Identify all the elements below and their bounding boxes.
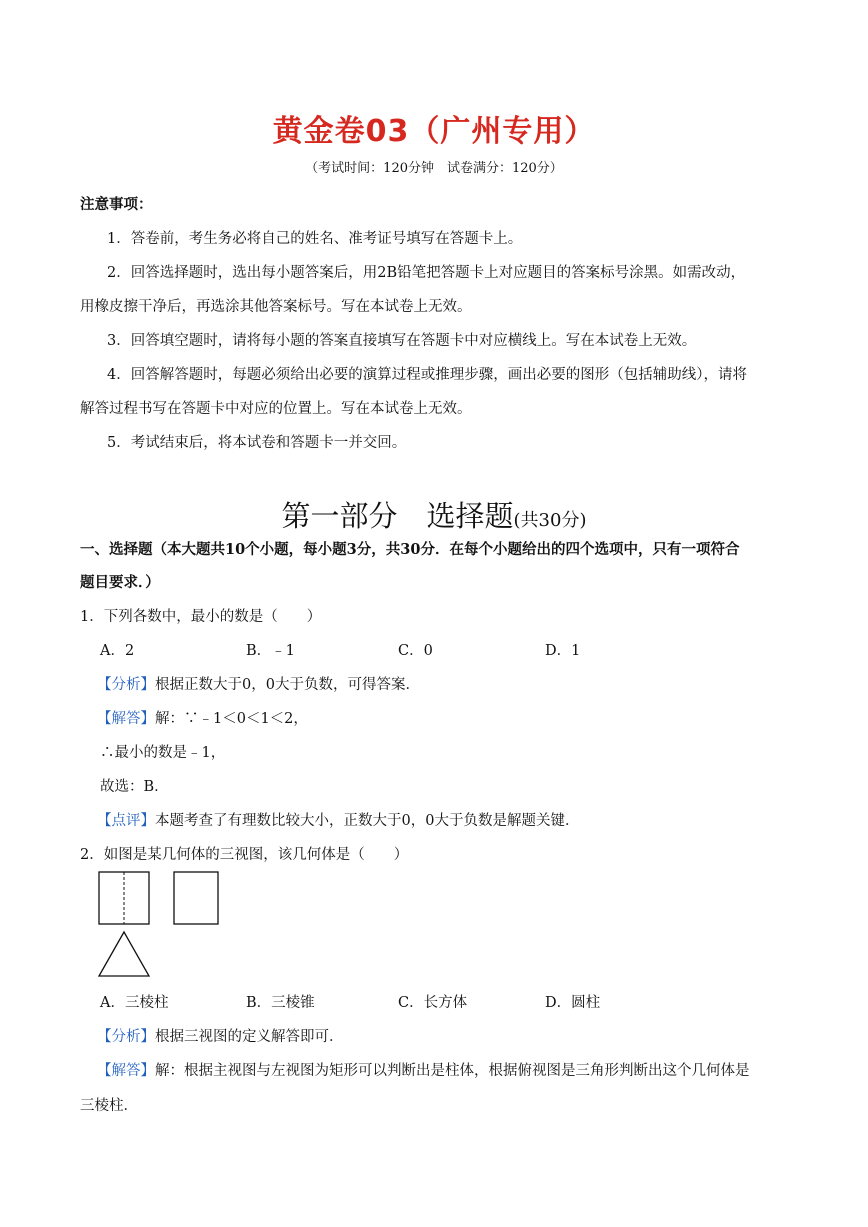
analysis-tag: 【分析】 xyxy=(97,1029,155,1045)
q2-option-b: B．三棱锥 xyxy=(246,995,315,1011)
analysis-tag: 【分析】 xyxy=(97,677,155,693)
three-view-figure xyxy=(96,868,226,980)
comment-tag: 【点评】 xyxy=(97,813,155,829)
q2-analysis xyxy=(97,1025,344,1046)
notice-item-4: 4．回答解答题时，每题必须给出必要的演算过程或推理步骤，画出必要的图形（包括辅助线），请将 xyxy=(107,367,747,383)
analysis-text: 根据正数大于0，0大于负数，可得答案． xyxy=(155,677,420,693)
q2-option-a: A．三棱柱 xyxy=(100,995,169,1011)
comment-text: 本题考查了有理数比较大小，正数大于0，0大于负数是解题关键． xyxy=(155,813,580,829)
q1-solution-line3: 故选：B． xyxy=(100,779,169,795)
side-view-rect xyxy=(174,872,218,924)
notice-item-1: 1．答卷前，考生务必将自己的姓名、准考证号填写在答题卡上。 xyxy=(107,231,523,247)
notice-heading: 注意事项： xyxy=(80,196,153,213)
q1-option-d: D．1 xyxy=(545,643,581,659)
solution-text: 解：根据主视图与左视图为矩形可以判断出是柱体，根据俯视图是三角形判断出这个几何体是 xyxy=(155,1063,750,1079)
solution-text: 解：∵﹣1＜0＜1＜2， xyxy=(155,711,308,727)
page-title: 黄金卷03（广州专用） xyxy=(272,114,596,149)
notice-item-2: 2．回答选择题时，选出每小题答案后，用2B铅笔把答题卡上对应题目的答案标号涂黑。如需改动， xyxy=(107,265,746,281)
notice-item-5: 5．考试结束后，将本试卷和答题卡一并交回。 xyxy=(107,435,407,451)
q1-option-a: A．2 xyxy=(100,643,135,659)
section-title xyxy=(0,494,868,535)
q1-solution-line2: ∴最小的数是﹣1， xyxy=(100,745,226,761)
section-instruction: 一、选择题（本大题共10个小题，每小题3分，共30分．在每个小题给出的四个选项中，只有一项符合 xyxy=(80,541,740,558)
q1-stem: 1．下列各数中，最小的数是（ ） xyxy=(80,609,322,625)
analysis-text: 根据三视图的定义解答即可． xyxy=(155,1029,344,1045)
q2-solution xyxy=(97,1059,750,1080)
solution-tag: 【解答】 xyxy=(97,1063,155,1079)
q1-option-c: C．0 xyxy=(398,643,433,659)
q1-analysis xyxy=(97,673,420,694)
notice-item-4-cont: 解答过程书写在答题卡中对应的位置上。写在本试卷上无效。 xyxy=(80,401,472,417)
notice-item-2-cont: 用橡皮擦干净后，再选涂其他答案标号。写在本试卷上无效。 xyxy=(80,299,472,315)
q2-stem: 2．如图是某几何体的三视图，该几何体是（ ） xyxy=(80,847,409,863)
exam-info: （考试时间：120分钟 试卷满分：120分） xyxy=(305,161,563,176)
section-instruction-cont: 题目要求．） xyxy=(80,574,160,591)
notice-item-3: 3．回答填空题时，请将每小题的答案直接填写在答题卡中对应横线上。写在本试卷上无效。 xyxy=(107,333,697,349)
q1-option-b: B．﹣1 xyxy=(246,643,295,659)
solution-tag: 【解答】 xyxy=(97,711,155,727)
q1-comment xyxy=(97,809,579,830)
q1-solution xyxy=(97,707,308,728)
top-view-triangle xyxy=(99,932,149,976)
section-score: (共30分) xyxy=(513,510,587,531)
q2-option-c: C．长方体 xyxy=(398,995,468,1011)
section-title-text: 第一部分 选择题 xyxy=(281,499,514,533)
q2-solution-line2: 三棱柱． xyxy=(80,1098,138,1114)
q2-option-d: D．圆柱 xyxy=(545,995,601,1011)
